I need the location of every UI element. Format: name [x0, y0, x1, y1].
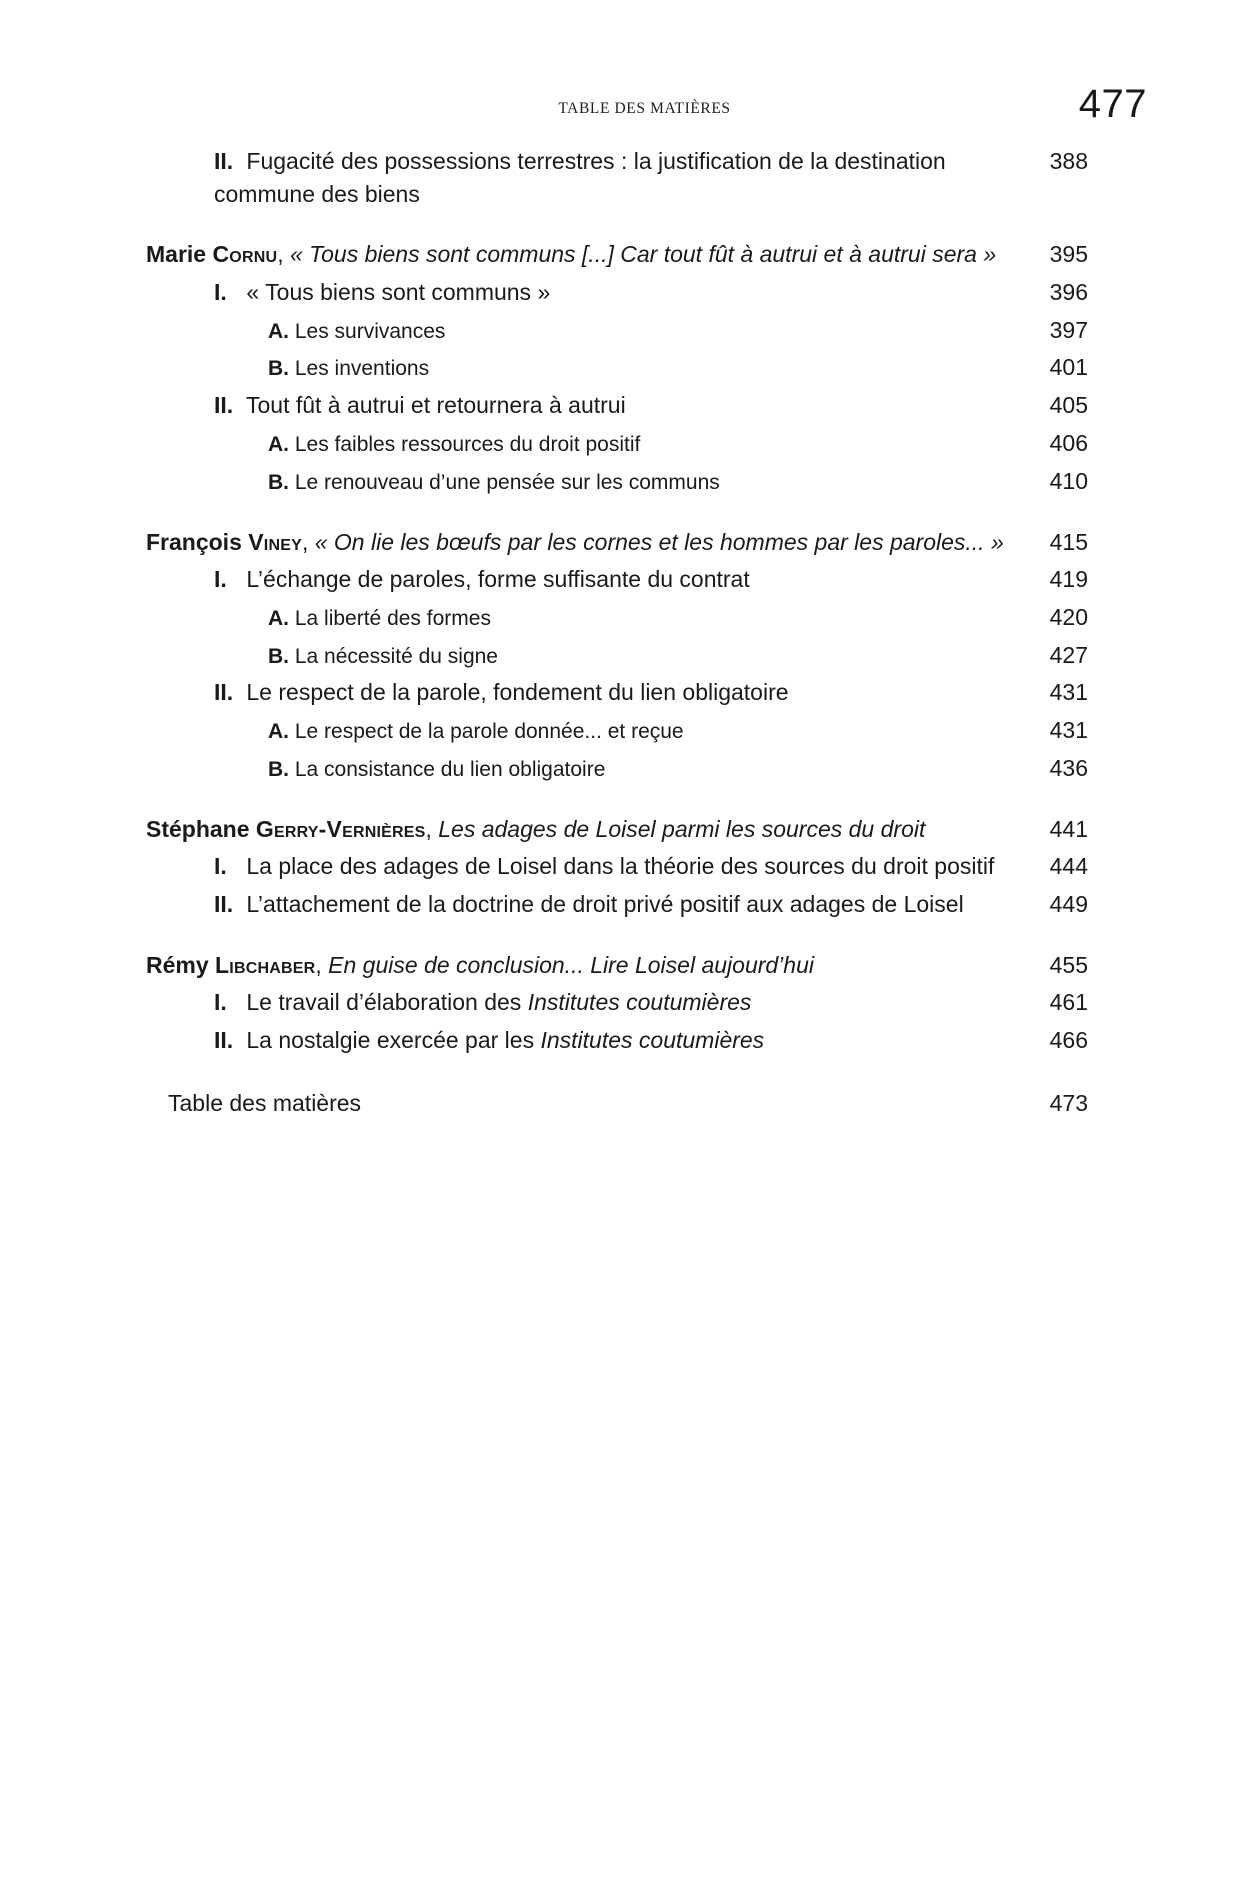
toc-entry-number: A.	[268, 606, 289, 630]
toc-author-lastname: Viney	[248, 528, 302, 555]
toc-entry-number: I.	[214, 566, 227, 593]
toc-entry-label	[146, 526, 1018, 559]
toc-contribution-title: Les adages de Loisel parmi les sources du droit	[438, 815, 926, 842]
toc-entry-page-number: 449	[1049, 891, 1088, 918]
toc-entry-page-number: 395	[1049, 241, 1088, 268]
toc-entry[interactable]	[168, 465, 1088, 498]
toc-entry-label	[146, 949, 828, 982]
toc-author-firstname: Marie	[146, 241, 207, 268]
table-of-contents	[146, 140, 1088, 1119]
toc-entry-text: Les inventions	[294, 357, 430, 381]
toc-entry-label	[214, 389, 640, 422]
toc-author-firstname: Stéphane	[146, 815, 250, 842]
toc-entry[interactable]	[146, 238, 1088, 271]
toc-author-firstname: François	[146, 528, 242, 555]
toc-entry-number: I.	[214, 278, 227, 305]
toc-entry-number: A.	[268, 319, 289, 343]
toc-entry[interactable]	[168, 427, 1088, 460]
toc-entry-page-number: 436	[1049, 754, 1088, 781]
toc-entry-page-number: 396	[1049, 278, 1088, 305]
toc-entry[interactable]	[168, 389, 1088, 422]
toc-entry[interactable]	[168, 351, 1088, 384]
toc-entry-text-italic: Institutes coutumières	[540, 1027, 765, 1054]
toc-entry[interactable]	[168, 276, 1088, 309]
toc-entry[interactable]	[168, 563, 1088, 596]
toc-entry-text: Tout fût à autrui et retournera à autrui	[245, 392, 626, 419]
toc-entry-number: II.	[214, 679, 234, 706]
toc-entry-label	[146, 813, 939, 846]
toc-entry-text: La place des adages de Loisel dans la théorie des sources du droit positif	[246, 853, 995, 880]
toc-entry-number: B.	[268, 470, 289, 494]
toc-entry-text: L’échange de paroles, forme suffisante du contrat	[246, 566, 750, 593]
page-folio-number: 477	[1078, 82, 1147, 126]
toc-entry[interactable]	[168, 1024, 1088, 1057]
toc-entry[interactable]	[146, 813, 1088, 846]
toc-author-lastname: Gerry-Vernières	[255, 815, 426, 842]
toc-entry-page-number: 405	[1049, 392, 1088, 419]
toc-entry-label	[214, 676, 803, 709]
toc-entry-page-number: 415	[1049, 528, 1088, 555]
toc-entry[interactable]	[146, 949, 1088, 982]
toc-entry[interactable]	[168, 601, 1088, 634]
running-head-title: TABLE DES MATIÈRES	[558, 100, 731, 117]
toc-author-separator: ,	[301, 528, 315, 555]
toc-entry-text: La nécessité du signe	[294, 644, 498, 668]
toc-entry-page-number: 431	[1049, 679, 1088, 706]
toc-entry-label	[214, 145, 1026, 210]
toc-entry-number: II.	[214, 392, 234, 419]
toc-entry-page-number: 406	[1049, 429, 1088, 456]
toc-entry-number: II.	[214, 891, 234, 918]
toc-entry[interactable]	[168, 850, 1088, 883]
toc-entry-number: II.	[214, 148, 234, 174]
toc-entry[interactable]	[168, 314, 1088, 347]
toc-entry-text: La nostalgie exercée par les	[246, 1027, 541, 1054]
toc-entry-number: II.	[214, 1027, 234, 1054]
toc-entry-text-italic: Institutes coutumières	[527, 989, 752, 1016]
toc-entry-label	[268, 717, 698, 747]
toc-entry-page-number: 427	[1049, 641, 1088, 668]
toc-entry-text: Le travail d’élaboration des	[246, 989, 528, 1016]
toc-entry-text: Les faibles ressources du droit positif	[294, 432, 641, 456]
toc-entry-label	[214, 986, 765, 1019]
toc-entry-text: « Tous biens sont communs »	[246, 278, 551, 305]
toc-entry-label	[268, 430, 654, 460]
running-head	[0, 82, 1259, 126]
toc-entry-text: La consistance du lien obligatoire	[294, 757, 606, 781]
toc-entry-label	[268, 755, 619, 785]
toc-entry-page-number: 444	[1049, 853, 1088, 880]
toc-author-separator: ,	[425, 815, 439, 842]
toc-entry[interactable]	[168, 639, 1088, 672]
toc-entry-page-number: 466	[1049, 1027, 1088, 1054]
toc-entry-label	[214, 888, 978, 921]
toc-entry[interactable]	[168, 714, 1088, 747]
toc-entry-page-number: 401	[1049, 354, 1088, 381]
toc-contribution-title: En guise de conclusion... Lire Loisel aujourd’hui	[328, 951, 814, 978]
toc-entry-label	[214, 850, 1008, 883]
toc-author-firstname: Rémy	[146, 951, 209, 978]
toc-entry[interactable]	[168, 752, 1088, 785]
toc-entry[interactable]	[168, 888, 1088, 921]
toc-entry-label	[168, 1087, 375, 1120]
toc-author-separator: ,	[277, 241, 290, 268]
toc-entry-number: B.	[268, 757, 289, 781]
toc-entry-number: B.	[268, 357, 289, 381]
toc-entry-page-number: 455	[1049, 951, 1088, 978]
toc-entry-label	[268, 317, 459, 347]
toc-author-lastname: Libchaber	[215, 951, 316, 978]
toc-entry[interactable]	[168, 1087, 1088, 1120]
toc-entry-page-number: 461	[1049, 989, 1088, 1016]
toc-entry-page-number: 441	[1049, 815, 1088, 842]
toc-entry-label	[268, 354, 443, 384]
toc-entry-text: La liberté des formes	[294, 606, 491, 630]
toc-entry[interactable]	[168, 986, 1088, 1019]
toc-entry-number: B.	[268, 644, 289, 668]
toc-entry-number: I.	[214, 853, 227, 880]
toc-entry-page-number: 473	[1049, 1089, 1088, 1116]
toc-entry-number: A.	[268, 432, 289, 456]
toc-entry-text: Le renouveau d’une pensée sur les communs	[294, 470, 720, 494]
toc-author-separator: ,	[315, 951, 329, 978]
toc-contribution-title: « Tous biens sont communs [...] Car tout fût à autrui et à autrui sera »	[290, 241, 997, 268]
toc-section-text: Table des matières	[168, 1089, 362, 1116]
toc-entry[interactable]	[146, 526, 1088, 559]
toc-entry-page-number: 420	[1049, 603, 1088, 630]
toc-entry-page-number: 388	[1049, 148, 1088, 174]
toc-entry-label	[146, 238, 1010, 271]
toc-entry[interactable]	[168, 145, 1088, 210]
toc-entry-page-number: 397	[1049, 316, 1088, 343]
toc-entry-page-number: 410	[1049, 467, 1088, 494]
toc-entry-label	[214, 276, 564, 309]
toc-entry-text: L’attachement de la doctrine de droit privé positif aux adages de Loisel	[246, 891, 964, 918]
toc-entry-number: A.	[268, 720, 289, 744]
toc-entry-text: Le respect de la parole donnée... et reçue	[294, 720, 684, 744]
toc-entry-label	[268, 468, 734, 498]
toc-entry-label	[214, 1024, 778, 1057]
toc-entry[interactable]	[168, 676, 1088, 709]
toc-entry-label	[268, 642, 512, 672]
toc-entry-label	[268, 604, 505, 634]
toc-entry-number: I.	[214, 989, 227, 1016]
toc-entry-page-number: 419	[1049, 566, 1088, 593]
toc-entry-text: Fugacité des possessions terrestres : la justification de la destination commune des biens	[214, 148, 946, 207]
toc-entry-page-number: 431	[1049, 717, 1088, 744]
toc-entry-text: Les survivances	[294, 319, 446, 343]
toc-author-lastname: Cornu	[212, 241, 278, 268]
toc-entry-label	[214, 563, 764, 596]
toc-entry-text: Le respect de la parole, fondement du lien obligatoire	[246, 679, 789, 706]
toc-contribution-title: « On lie les bœufs par les cornes et les hommes par les paroles... »	[314, 528, 1004, 555]
